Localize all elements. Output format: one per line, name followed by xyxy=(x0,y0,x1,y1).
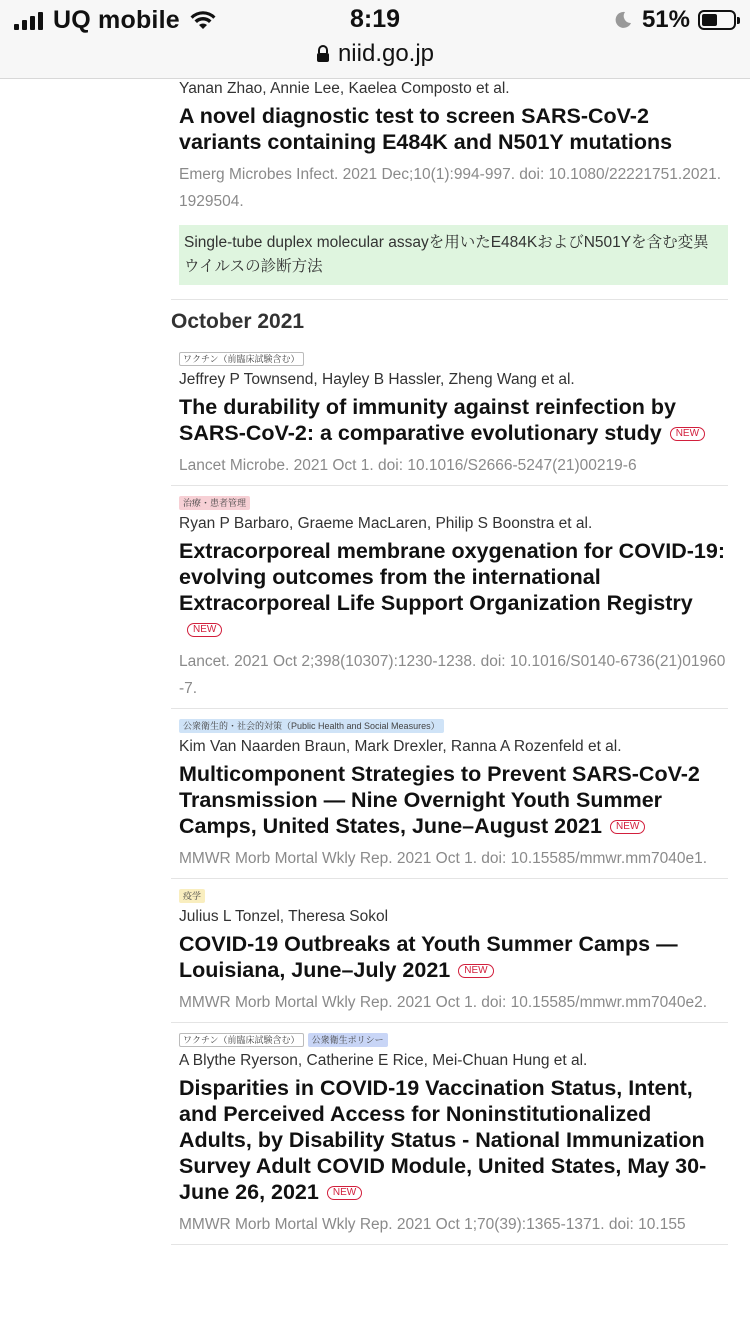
category-tag[interactable]: 疫学 xyxy=(179,889,205,903)
article-citation: Lancet Microbe. 2021 Oct 1. doi: 10.1016/S2666-5247(21)00219-6 xyxy=(179,457,637,474)
new-badge: NEW xyxy=(670,427,705,441)
article-citation: Emerg Microbes Infect. 2021 Dec;10(1):994-997. doi: 10.1080/22221751.2021.1929504. xyxy=(179,166,722,210)
category-tag[interactable]: 治療・患者管理 xyxy=(179,496,250,510)
lock-icon xyxy=(316,45,330,63)
article-title[interactable] xyxy=(179,931,728,983)
category-tags xyxy=(179,1033,728,1047)
battery-icon xyxy=(698,10,736,30)
article-item xyxy=(171,719,728,879)
new-badge: NEW xyxy=(610,820,645,834)
address-bar[interactable] xyxy=(0,40,750,68)
category-tags xyxy=(179,496,728,510)
article-authors: Jeffrey P Townsend, Hayley B Hassler, Zheng Wang et al. xyxy=(179,371,575,388)
category-tag[interactable]: 公衆衛生的・社会的対策（Public Health and Social Measures） xyxy=(179,719,444,733)
article-list xyxy=(171,79,728,1245)
article-item xyxy=(171,496,728,709)
article-authors: A Blythe Ryerson, Catherine E Rice, Mei-Chuan Hung et al. xyxy=(179,1052,588,1069)
category-tags xyxy=(179,889,728,903)
clock: 8:19 xyxy=(349,5,401,33)
article-item xyxy=(171,79,728,300)
article-title[interactable] xyxy=(179,761,728,839)
article-title[interactable] xyxy=(179,538,728,642)
right-status xyxy=(614,6,736,34)
article-citation: MMWR Morb Mortal Wkly Rep. 2021 Oct 1. doi: 10.15585/mmwr.mm7040e1. xyxy=(179,850,708,867)
article-citation: Lancet. 2021 Oct 2;398(10307):1230-1238. doi: 10.1016/S0140-6736(21)01960-7. xyxy=(179,653,726,697)
article-citation: MMWR Morb Mortal Wkly Rep. 2021 Oct 1. doi: 10.15585/mmwr.mm7040e2. xyxy=(179,994,708,1011)
month-heading: October 2021 xyxy=(171,310,305,333)
battery-fill xyxy=(702,14,717,26)
article-item xyxy=(171,1033,728,1245)
new-badge: NEW xyxy=(327,1186,362,1200)
category-tag[interactable]: ワクチン（前臨床試験含む） xyxy=(179,1033,304,1047)
moon-icon xyxy=(614,11,632,29)
article-citation: MMWR Morb Mortal Wkly Rep. 2021 Oct 1;70(39):1365-1371. doi: 10.155 xyxy=(179,1216,686,1233)
category-tag[interactable]: ワクチン（前臨床試験含む） xyxy=(179,352,304,366)
article-title-text[interactable]: COVID-19 Outbreaks at Youth Summer Camps — Louisiana, June–July 2021 xyxy=(179,932,678,982)
article-title-text[interactable]: Multicomponent Strategies to Prevent SARS-CoV-2 Transmission — Nine Overnight Youth Summer Camps, United States, June–August 2021 xyxy=(179,762,700,838)
category-tags xyxy=(179,352,728,366)
article-item xyxy=(171,889,728,1023)
article-title[interactable]: A novel diagnostic test to screen SARS-CoV-2 variants containing E484K and N501Y mutations xyxy=(179,104,673,154)
category-tags xyxy=(179,719,728,733)
new-badge: NEW xyxy=(458,964,493,978)
url-text: niid.go.jp xyxy=(337,40,435,67)
battery-percent: 51% xyxy=(641,6,690,33)
status-bar xyxy=(0,0,750,79)
article-authors: Julius L Tonzel, Theresa Sokol xyxy=(179,908,389,925)
article-authors: Yanan Zhao, Annie Lee, Kaelea Composto et al. xyxy=(179,80,510,97)
new-badge: NEW xyxy=(187,623,222,637)
article-title-text[interactable]: Extracorporeal membrane oxygenation for COVID-19: evolving outcomes from the international Extracorporeal Life Support Organization Registry xyxy=(179,539,726,615)
article-item xyxy=(171,352,728,486)
article-note: Single-tube duplex molecular assayを用いたE484KおよびN501Yを含む変異ウイルスの診断方法 xyxy=(179,225,728,285)
article-title[interactable] xyxy=(179,1075,728,1205)
category-tag[interactable]: 公衆衛生ポリシー xyxy=(308,1033,388,1047)
carrier-name: UQ mobile xyxy=(53,6,180,34)
article-title-text[interactable]: The durability of immunity against reinfection by SARS-CoV-2: a comparative evolutionary study xyxy=(179,395,676,445)
article-authors: Kim Van Naarden Braun, Mark Drexler, Ranna A Rozenfeld et al. xyxy=(179,738,622,755)
article-title[interactable] xyxy=(179,394,728,446)
article-title-text[interactable]: Disparities in COVID-19 Vaccination Status, Intent, and Perceived Access for Noninstitutionalized Adults, by Disability Status - National Immunization Survey Adult COVID Module, United States, May 30-June 26, 2021 xyxy=(179,1076,707,1204)
article-authors: Ryan P Barbaro, Graeme MacLaren, Philip S Boonstra et al. xyxy=(179,515,593,532)
